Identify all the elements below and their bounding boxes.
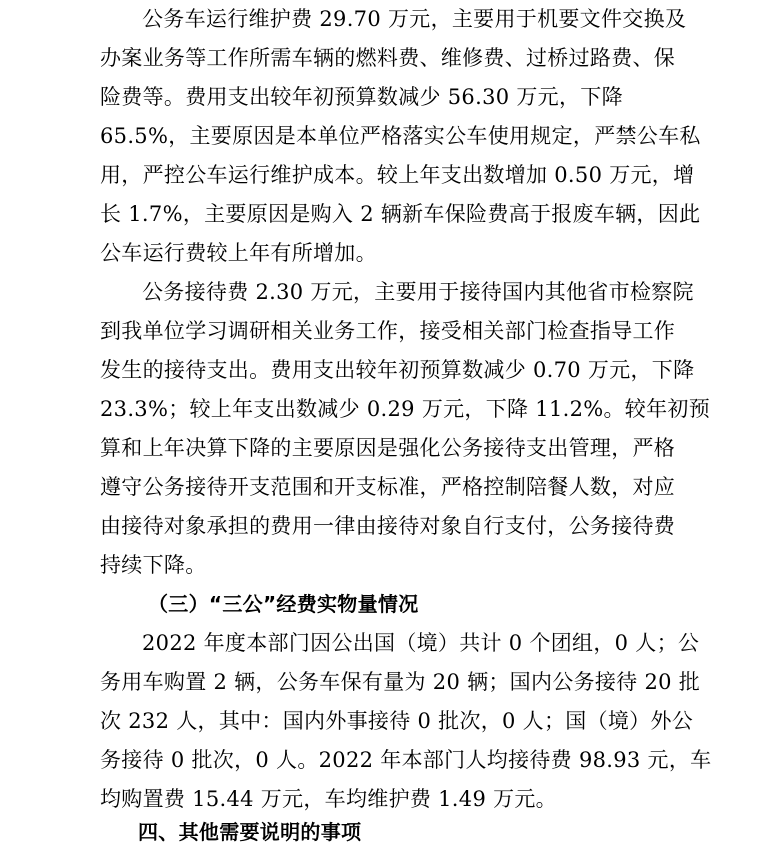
paragraph-line: 次 232 人，其中：国内外事接待 0 批次，0 人；国（境）外公: [100, 709, 694, 733]
paragraph-line: 遵守公务接待开支范围和开支标准，严格控制陪餐人数，对应: [100, 475, 676, 499]
paragraph-line: 由接待对象承担的费用一律由接待对象自行支付，公务接待费: [100, 514, 676, 538]
paragraph-line: 算和上年决算下降的主要原因是强化公务接待支出管理，严格: [100, 436, 676, 460]
paragraph-line: 办案业务等工作所需车辆的燃料费、维修费、过桥过路费、保: [100, 46, 676, 70]
paragraph-line: 持续下降。: [100, 553, 207, 577]
paragraph-line: 务用车购置 2 辆，公务车保有量为 20 辆；国内公务接待 20 批: [100, 670, 701, 694]
paragraph-line: 2022 年度本部门因公出国（境）共计 0 个团组，0 人；公: [142, 631, 700, 655]
paragraph-line: 23.3%；较上年支出数减少 0.29 万元，下降 11.2%。较年初预: [100, 397, 711, 421]
section-heading-four: 四、其他需要说明的事项: [138, 820, 362, 844]
paragraph-line: 65.5%，主要原因是本单位严格落实公车使用规定，严禁公车私: [100, 124, 701, 148]
paragraph-line: 公务接待费 2.30 万元，主要用于接待国内其他省市检察院: [142, 280, 694, 304]
paragraph-line: 用，严控公车运行维护成本。较上年支出数增加 0.50 万元，增: [100, 163, 695, 187]
paragraph-line: 公务车运行维护费 29.70 万元，主要用于机要文件交换及: [142, 7, 687, 31]
paragraph-line: 到我单位学习调研相关业务工作，接受相关部门检查指导工作: [100, 319, 676, 343]
section-heading-three: （三）“三公”经费实物量情况: [148, 592, 419, 616]
paragraph-line: 务接待 0 批次，0 人。2022 年本部门人均接待费 98.93 元，车: [100, 748, 712, 772]
paragraph-line: 长 1.7%，主要原因是购入 2 辆新车保险费高于报废车辆，因此: [100, 202, 701, 226]
paragraph-line: 发生的接待支出。费用支出较年初预算数减少 0.70 万元，下降: [100, 358, 695, 382]
paragraph-line: 公车运行费较上年有所增加。: [100, 241, 377, 265]
paragraph-line: 险费等。费用支出较年初预算数减少 56.30 万元，下降: [100, 85, 623, 109]
paragraph-line: 均购置费 15.44 万元，车均维护费 1.49 万元。: [100, 787, 557, 811]
